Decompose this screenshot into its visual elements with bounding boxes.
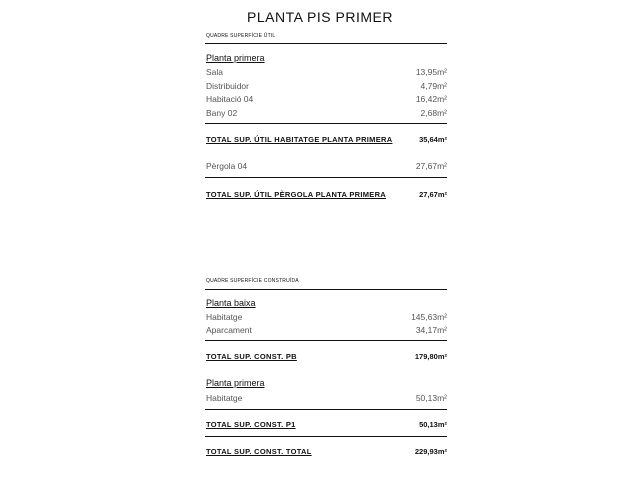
table-row [206, 108, 447, 118]
table-row [206, 161, 447, 171]
row-value: 13,95m² [415, 67, 447, 77]
first-floor-heading: Planta primera [206, 378, 265, 388]
total-row [206, 190, 447, 199]
row-value: 145,63m² [411, 312, 447, 322]
table-row [206, 393, 447, 403]
total-row [206, 135, 447, 144]
row-name: Aparcament [206, 325, 252, 335]
row-name: Habitatge [206, 312, 243, 322]
row-name: Habitació 04 [206, 94, 254, 104]
row-name: Sala [206, 67, 224, 77]
page-title: PLANTA PIS PRIMER [247, 9, 393, 25]
total-value: 179,80m² [414, 352, 447, 361]
row-name: Pèrgola 04 [206, 161, 248, 171]
grand-total-value: 229,93m² [414, 447, 447, 456]
useful-surface-top-rule [205, 43, 447, 44]
total-row [206, 420, 447, 429]
built-surface-top-rule [205, 289, 447, 290]
table-row [206, 312, 447, 322]
row-value: 27,67m² [415, 161, 447, 171]
row-value: 16,42m² [415, 94, 447, 104]
total-label: TOTAL SUP. CONST. PB [206, 352, 297, 361]
ground-floor-heading: Planta baixa [206, 298, 256, 308]
total-value: 27,67m² [419, 190, 447, 199]
row-name: Habitatge [206, 393, 243, 403]
table-row [206, 67, 447, 77]
table-row [206, 94, 447, 104]
built-surface-label: QUADRE SUPERFÍCIE CONSTRUÏDA [206, 278, 299, 284]
total-value: 35,64m² [419, 135, 447, 144]
divider [205, 340, 447, 341]
table-row [206, 325, 447, 335]
total-row [206, 352, 447, 361]
divider [205, 123, 447, 124]
total-label: TOTAL SUP. CONST. P1 [206, 420, 296, 429]
row-value: 4,79m² [420, 81, 447, 91]
divider [205, 436, 447, 437]
row-value: 50,13m² [415, 393, 447, 403]
useful-surface-label: QUADRE SUPERFÍCIE ÚTIL [206, 33, 276, 39]
total-label: TOTAL SUP. ÚTIL PÈRGOLA PLANTA PRIMERA [206, 190, 387, 199]
total-value: 50,13m² [419, 420, 447, 429]
grand-total-row [206, 447, 447, 456]
grand-total-label: TOTAL SUP. CONST. TOTAL [206, 447, 312, 456]
row-name: Distribuidor [206, 81, 249, 91]
table-row [206, 81, 447, 91]
total-label: TOTAL SUP. ÚTIL HABITATGE PLANTA PRIMERA [206, 135, 393, 144]
divider [205, 409, 447, 410]
useful-first-floor-heading: Planta primera [206, 53, 265, 63]
divider [205, 177, 447, 178]
row-name: Bany 02 [206, 108, 238, 118]
row-value: 34,17m² [415, 325, 447, 335]
row-value: 2,68m² [420, 108, 447, 118]
